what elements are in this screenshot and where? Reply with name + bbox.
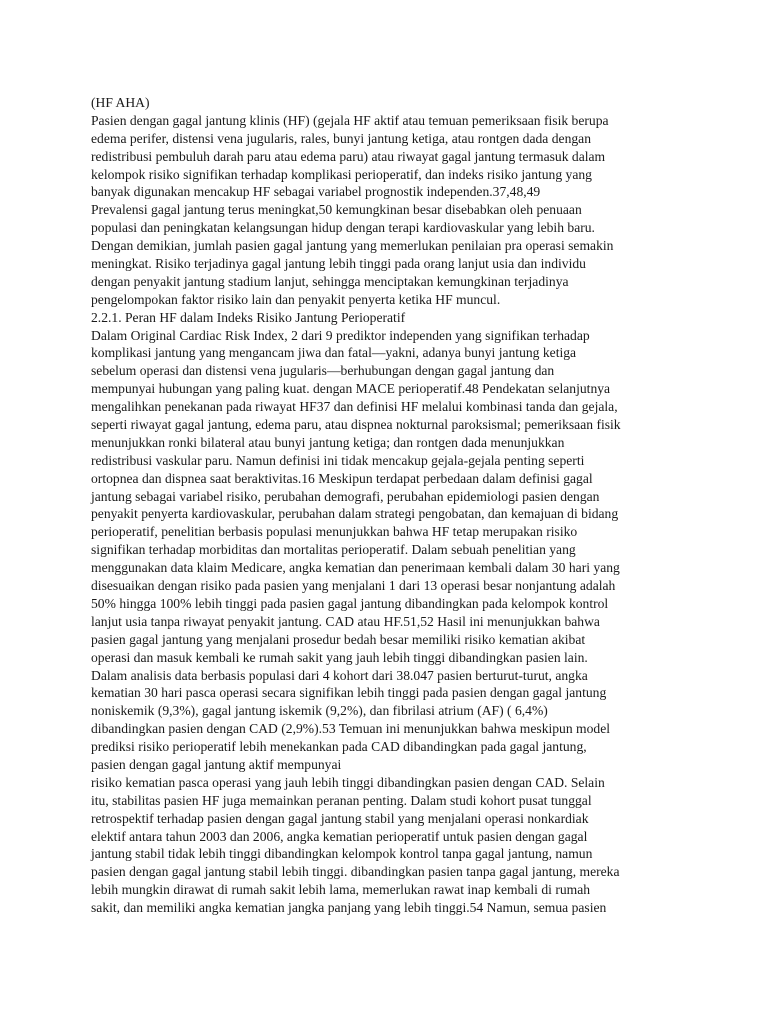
text-line: noniskemik (9,3%), gagal jantung iskemik (9,2%), dan fibrilasi atrium (AF) ( 6,4%) (91, 703, 548, 719)
text-line: populasi dan peningkatan kelangsungan hidup dengan terapi kardiovaskular yang lebih baru. (91, 220, 595, 236)
text-line: operasi dan masuk kembali ke rumah sakit yang jauh lebih tinggi dibandingkan pasien lain. (91, 649, 588, 665)
text-line: banyak digunakan mencakup HF sebagai variabel prognostik independen.37,48,49 (91, 184, 541, 200)
text-line: menggunakan data klaim Medicare, angka kematian dan penerimaan kembali dalam 30 hari yang (91, 560, 620, 576)
text-line: mengalihkan penekanan pada riwayat HF37 dan definisi HF melalui kombinasi tanda dan gejala, (91, 399, 618, 415)
text-line: menunjukkan ronki bilateral atau bunyi jantung ketiga; dan rontgen dada menunjukkan (91, 434, 565, 450)
text-line: sakit, dan memiliki angka kematian jangka panjang yang lebih tinggi.54 Namun, semua pasien (91, 900, 607, 916)
text-line: signifikan terhadap morbiditas dan mortalitas perioperatif. Dalam sebuah penelitian yang (91, 542, 576, 558)
document-body (91, 94, 691, 917)
text-line: dibandingkan pasien dengan CAD (2,9%).53 Temuan ini menunjukkan bahwa meskipun model (91, 721, 611, 737)
text-line: sebelum operasi dan distensi vena jugularis—berhubungan dengan gagal jantung dan (91, 363, 555, 379)
text-line: penyakit penyerta kardiovaskular, perubahan dalam strategi pengobatan, dan kemajuan di bidang (91, 506, 619, 522)
text-line: itu, stabilitas pasien HF juga memainkan peranan penting. Dalam studi kohort pusat tunggal (91, 792, 592, 808)
text-line: mempunyai hubungan yang paling kuat. dengan MACE perioperatif.48 Pendekatan selanjutnya (91, 381, 611, 397)
text-line: elektif antara tahun 2003 dan 2006, angka kematian perioperatif untuk pasien dengan gagal (91, 828, 588, 844)
text-line: seperti riwayat gagal jantung, edema paru, atau dispnea nokturnal paroksismal; pemeriksaan fisik (91, 417, 621, 433)
text-line: pengelompokan faktor risiko lain dan penyakit penyerta ketika HF muncul. (91, 291, 501, 307)
text-line: redistribusi vaskular paru. Namun definisi ini tidak mencakup gejala-gejala penting seperti (91, 452, 585, 468)
text-line: edema perifer, distensi vena jugularis, rales, bunyi jantung ketiga, atau rontgen dada dengan (91, 130, 591, 146)
text-line: ortopnea dan dispnea saat beraktivitas.16 Meskipun terdapat perbedaan dalam definisi gagal (91, 470, 593, 486)
text-line: pasien dengan gagal jantung stabil lebih tinggi. dibandingkan pasien tanpa gagal jantung, mereka (91, 864, 620, 880)
text-line: lebih mungkin dirawat di rumah sakit lebih lama, memerlukan rawat inap kembali di rumah (91, 882, 591, 898)
text-line: kelompok risiko signifikan terhadap komplikasi perioperatif, dan indeks risiko jantung yang (91, 166, 592, 182)
text-line: disesuaikan dengan risiko pada pasien yang menjalani 1 dari 13 operasi besar nonjantung adalah (91, 578, 616, 594)
text-line: Pasien dengan gagal jantung klinis (HF) (gejala HF aktif atau temuan pemeriksaan fisik berupa (91, 112, 609, 128)
text-line: kematian 30 hari pasca operasi secara signifikan lebih tinggi pada pasien dengan gagal jantung (91, 685, 607, 701)
text-line: (HF AHA) (91, 95, 150, 110)
text-line: pasien gagal jantung yang menjalani prosedur bedah besar memiliki risiko kematian akibat (91, 631, 586, 647)
text-line: Dalam Original Cardiac Risk Index, 2 dari 9 prediktor independen yang signifikan terhadap (91, 327, 590, 343)
text-line: meningkat. Risiko terjadinya gagal jantung lebih tinggi pada orang lanjut usia dan individu (91, 256, 586, 272)
section-heading: 2.2.1. Peran HF dalam Indeks Risiko Jantung Perioperatif (91, 309, 406, 325)
text-line: risiko kematian pasca operasi yang jauh lebih tinggi dibandingkan pasien dengan CAD. Selain (91, 774, 605, 790)
text-line: pasien dengan gagal jantung aktif mempunyai (91, 756, 342, 772)
text-line: lanjut usia tanpa riwayat penyakit jantung. CAD atau HF.51,52 Hasil ini menunjukkan bahwa (91, 613, 600, 629)
text-line: prediksi risiko perioperatif lebih menekankan pada CAD dibandingkan pada gagal jantung, (91, 739, 587, 755)
text-line: perioperatif, penelitian berbasis populasi menunjukkan bahwa HF tetap merupakan risiko (91, 524, 578, 540)
text-line: Prevalensi gagal jantung terus meningkat,50 kemungkinan besar disebabkan oleh penuaan (91, 202, 582, 218)
text-line: jantung stabil tidak lebih tinggi dibandingkan kelompok kontrol tanpa gagal jantung, namun (91, 846, 593, 862)
text-line: Dengan demikian, jumlah pasien gagal jantung yang memerlukan penilaian pra operasi semakin (91, 238, 614, 254)
text-line: 50% hingga 100% lebih tinggi pada pasien gagal jantung dibandingkan pada kelompok kontrol (91, 595, 609, 611)
text-line: retrospektif terhadap pasien dengan gagal jantung stabil yang menjalani operasi nonkardiak (91, 810, 589, 826)
text-line: jantung sebagai variabel risiko, perubahan demografi, perubahan epidemiologi pasien dengan (91, 488, 600, 504)
text-line: komplikasi jantung yang mengancam jiwa dan fatal—yakni, adanya bunyi jantung ketiga (91, 345, 577, 361)
text-line: dengan penyakit jantung stadium lanjut, sehingga menciptakan kemungkinan terjadinya (91, 273, 569, 289)
text-line: redistribusi pembuluh darah paru atau edema paru) atau riwayat gagal jantung termasuk dalam (91, 148, 606, 164)
text-line: Dalam analisis data berbasis populasi dari 4 kohort dari 38.047 pasien berturut-turut, angka (91, 667, 588, 683)
